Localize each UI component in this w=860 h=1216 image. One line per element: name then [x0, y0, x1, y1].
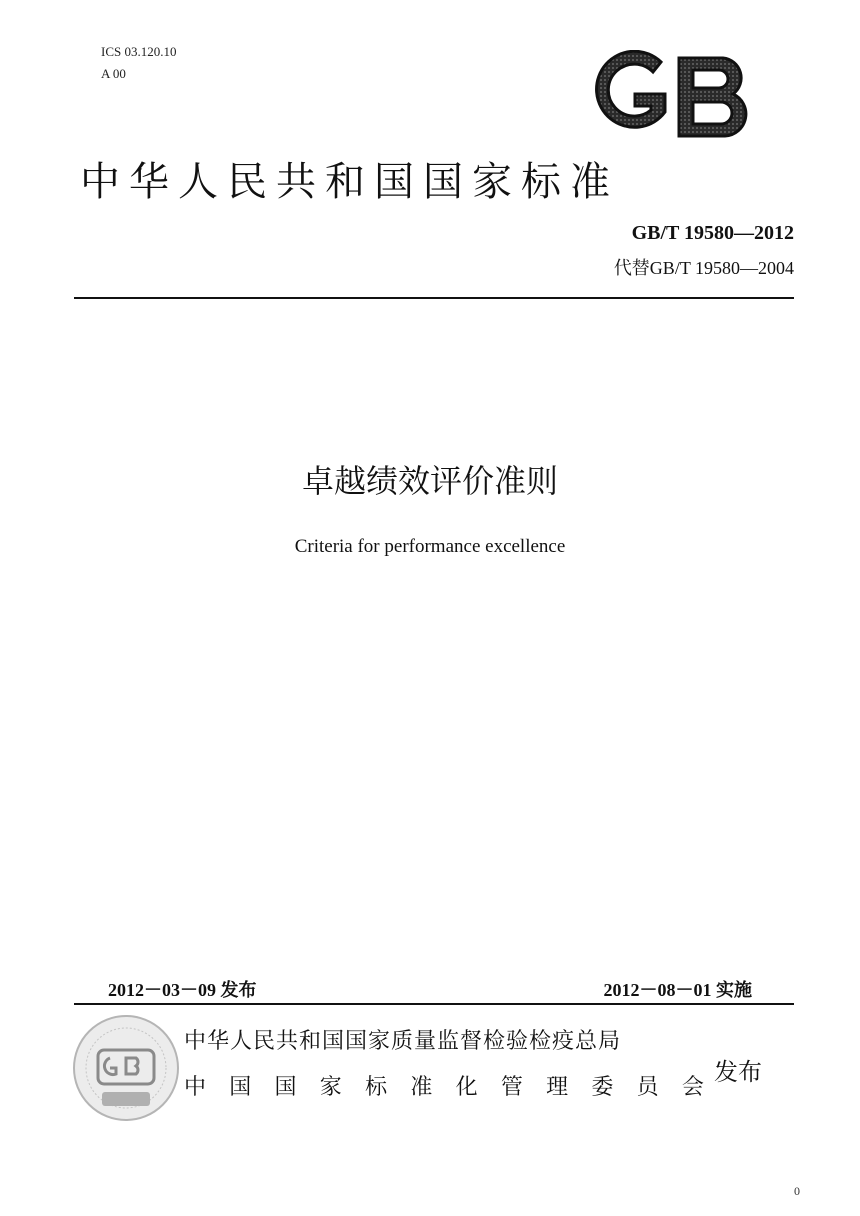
issuer-sac-char: 员: [636, 1075, 659, 1100]
gb-logo: [583, 50, 753, 142]
issuer-sac-char: 中: [184, 1075, 207, 1100]
issuer-sac-char: 会: [681, 1075, 704, 1100]
issuer-sac: [184, 1070, 704, 1101]
document-title: 卓越绩效评价准则: [301, 462, 558, 500]
issuer-sac-char: 标: [365, 1075, 388, 1100]
issuer-sac-char: 国: [274, 1075, 297, 1100]
issuer-sac-char: 家: [319, 1075, 342, 1100]
issuer-sac-char: 理: [546, 1075, 569, 1100]
publish-date: 2012－03－09 发布: [108, 980, 257, 1000]
implementation-date: 2012－08－01 实施: [603, 980, 752, 1000]
ics-code: ICS 03.120.10: [101, 44, 177, 59]
top-divider: [74, 297, 794, 299]
issuer-sac-char: 委: [591, 1075, 614, 1100]
standard-category-title: 中华人民共和国国家标准: [80, 159, 619, 205]
issuer-sac-char: 化: [455, 1075, 478, 1100]
publish-label: 发布: [714, 1058, 762, 1086]
page-number: 0: [794, 1184, 800, 1198]
issuer-sac-char: 国: [229, 1075, 252, 1100]
issuer-sac-char: 准: [410, 1075, 433, 1100]
bottom-divider: [74, 1003, 794, 1005]
anti-counterfeit-stamp-icon: [70, 1012, 182, 1124]
document-title-english: Criteria for performance excellence: [294, 536, 566, 557]
replaces-standard: 代替GB/T 19580—2004: [613, 258, 794, 278]
standard-number: GB/T 19580—2012: [631, 222, 794, 244]
issuer-aqsiq: 中华人民共和国国家质量监督检验检疫总局: [184, 1029, 622, 1054]
issuer-sac-char: 管: [500, 1075, 523, 1100]
classification-code: A 00: [101, 66, 126, 81]
